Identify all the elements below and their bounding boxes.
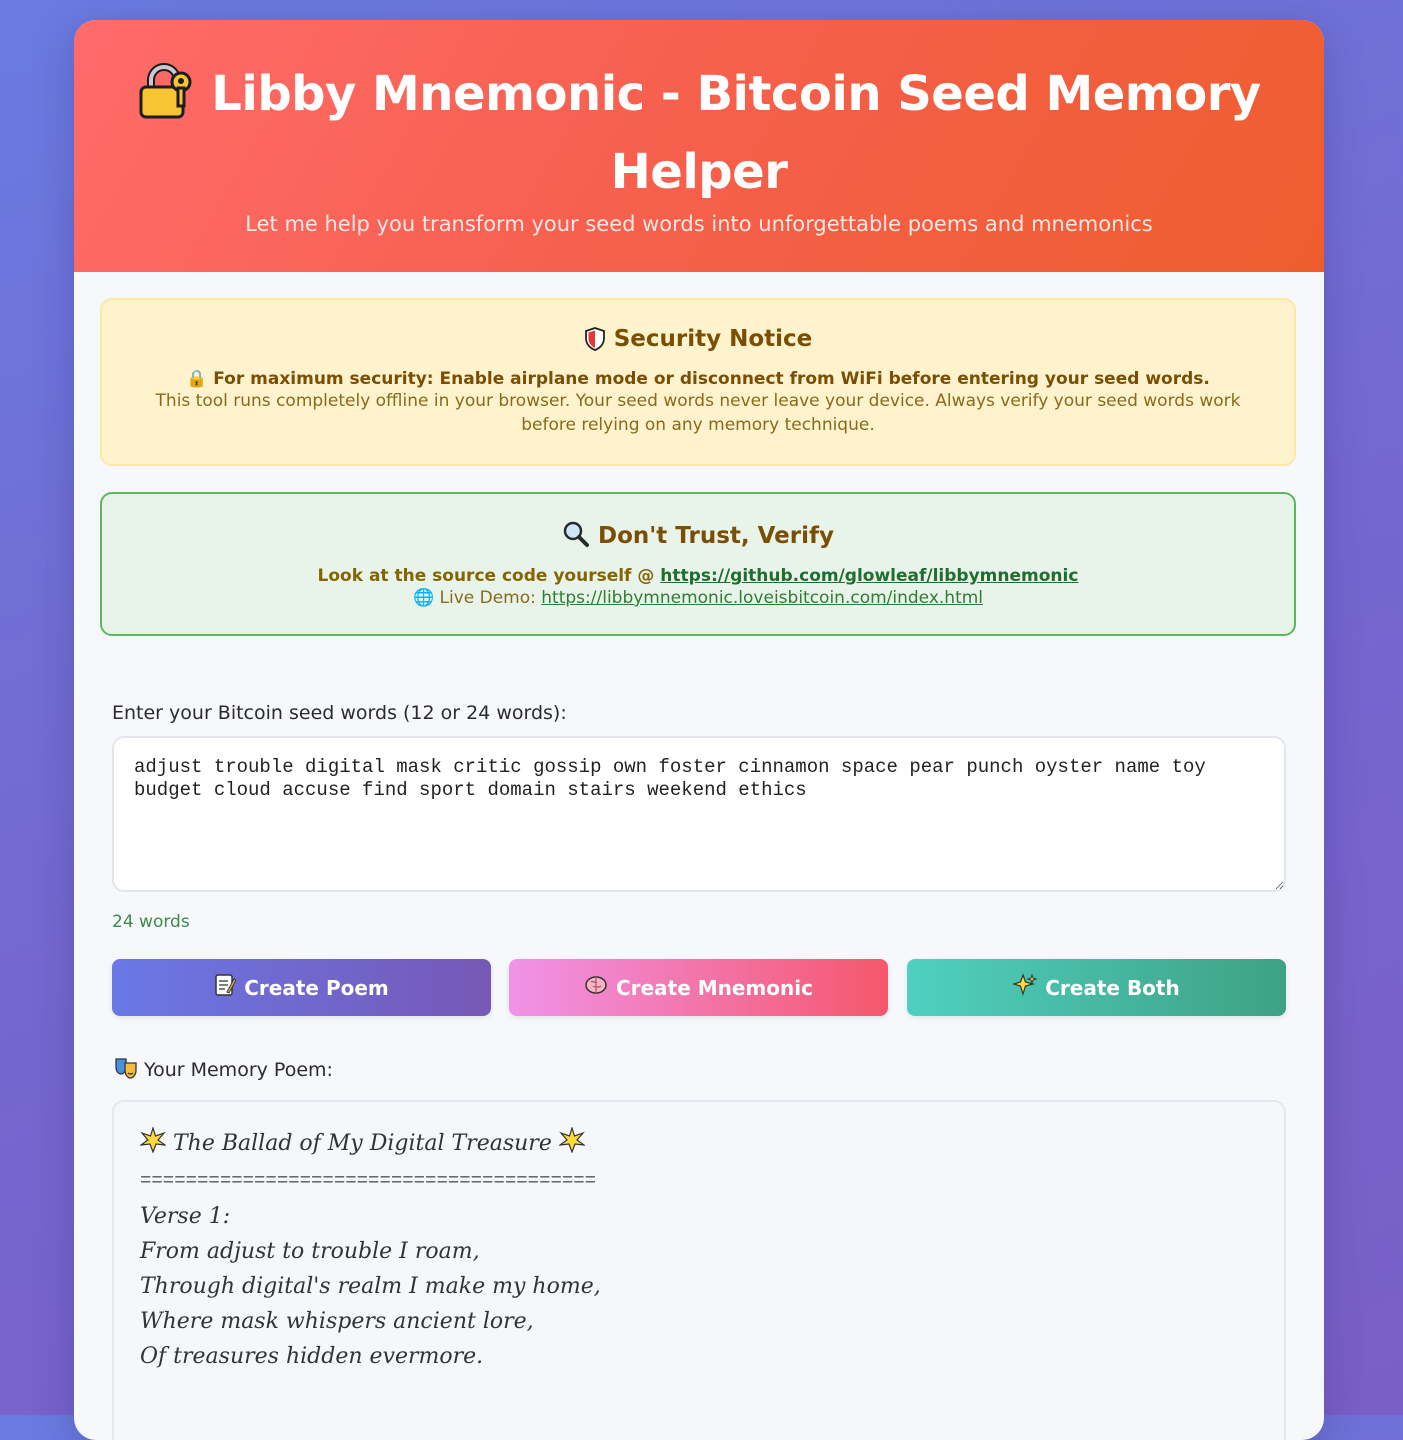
security-notice (100, 298, 1296, 466)
page-subtitle: Let me help you transform your seed words into unforgettable poems and mnemonics (245, 212, 1153, 236)
github-link[interactable]: https://github.com/glowleaf/libbymnemonic (660, 566, 1079, 586)
word-count: 24 words (112, 912, 190, 932)
create-mnemonic-button[interactable] (509, 959, 888, 1016)
poem-line: Where mask whispers ancient lore, (140, 1309, 534, 1334)
shield-icon (584, 327, 606, 357)
star-burst-icon (559, 1127, 585, 1164)
poem-separator: ======================================== (140, 1170, 597, 1192)
main-card (74, 20, 1324, 1440)
verify-notice (100, 492, 1296, 636)
brain-icon (584, 974, 608, 1001)
poem-line: Of treasures hidden evermore. (140, 1344, 484, 1369)
theater-masks-icon (114, 1056, 138, 1085)
memo-icon (214, 973, 236, 1002)
source-line: Look at the source code yourself @ https://github.com/glowleaf/libbymnemonic (317, 566, 1079, 586)
create-poem-label: Create Poem (244, 975, 389, 1000)
live-demo-link[interactable]: https://libbymnemonic.loveisbitcoin.com/index.html (541, 588, 984, 608)
create-both-label: Create Both (1045, 975, 1180, 1000)
poem-title: The Ballad of My Digital Treasure (140, 1126, 1258, 1164)
magnifier-icon (562, 520, 590, 554)
security-notice-title: Security Notice (102, 326, 1294, 357)
demo-line: 🌐 Live Demo: https://libbymnemonic.loveisbitcoin.com/index.html (412, 588, 984, 608)
poem-section-label-text: Your Memory Poem: (144, 1059, 333, 1081)
create-mnemonic-label: Create Mnemonic (616, 975, 813, 1000)
lock-key-icon (137, 62, 195, 138)
page-title-text: Libby Mnemonic - Bitcoin Seed Memory Helper (211, 66, 1261, 200)
poem-output (112, 1100, 1286, 1440)
star-burst-icon (140, 1127, 166, 1164)
verse-label: Verse 1: (140, 1204, 231, 1229)
page-title (74, 20, 1324, 206)
poem-line: From adjust to trouble I roam, (140, 1239, 480, 1264)
seed-input-label: Enter your Bitcoin seed words (12 or 24 words): (112, 702, 567, 724)
sparkles-icon (1013, 973, 1037, 1002)
security-notice-body: This tool runs completely offline in your browser. Your seed words never leave your device. Always verify your seed words work before relying on any memory technique. (155, 391, 1241, 435)
verify-notice-title: Don't Trust, Verify (102, 520, 1294, 554)
poem-section-label (114, 1056, 333, 1085)
create-both-button[interactable] (907, 959, 1286, 1016)
poem-line: Through digital's realm I make my home, (140, 1274, 601, 1299)
header (74, 20, 1324, 272)
create-poem-button[interactable] (112, 959, 491, 1016)
seed-words-input[interactable] (112, 736, 1286, 892)
security-notice-strong: 🔒 For maximum security: Enable airplane mode or disconnect from WiFi before entering your seed words. (186, 369, 1210, 389)
